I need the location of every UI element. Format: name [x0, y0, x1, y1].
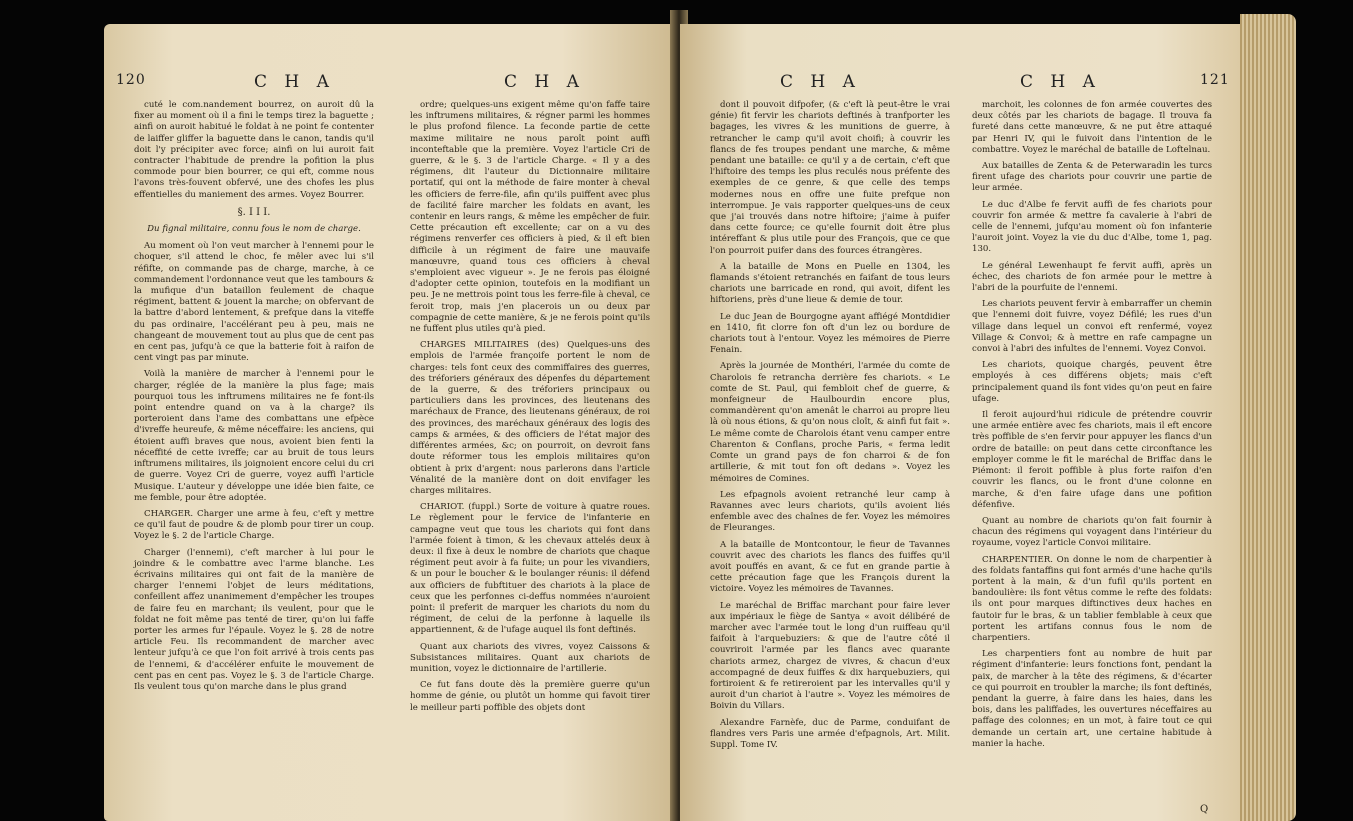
paragraph: Le général Lewenhaupt fe fervit auffi, après un échec, des chariots de fon armée pour le mettre à l'abri de la pourfuite de l'ennemi. [972, 260, 1212, 294]
running-head-left-2: C H A [504, 72, 585, 92]
paragraph: ordre; quelques-uns exigent même qu'on faffe taire les inftrumens militaires, & régner parmi les hommes le plus profond filence. La feconde partie de cette maxime militaire ne nous paroît point auffi inconteftable que la première. Voyez l'article Cri de guerre, & le §. 3 de l'article Charge. « Il y a des régimens, dit l'auteur du Dictionnaire militaire portatif, qui ont la méthode de faire monter à cheval les officiers de ferre-file, afin qu'ils puiffent avec plus de facilité faire marcher les foldats en avant, les contenir en leurs rangs, & même les empêcher de fuir. Cette précaution eft excellente; car on a vu des régimens renverfer ces officiers à pied, & il eft bien difficile à un régiment de faire une mauvaife manœuvre, quand tous ces officiers à cheval s'emploient avec vigueur ». Je ne ferois pas éloigné d'adopter cette opinion, toutefois en la modifiant un peu. Je ne mettrois point tous les ferre-file à cheval, ce feroit trop, mais j'en placerois un ou deux par compagnie de cette manière, & je ne ferois point qu'ils ne fuffent plus utiles qu'à pied. [410, 100, 650, 335]
left-column-2 [410, 100, 650, 719]
running-head-right-1: C H A [780, 72, 861, 92]
paragraph: Les chariots peuvent fervir à embarraffer un chemin que l'ennemi doit fuivre, voyez Défilé; les rues d'un village dans lequel un convoi eft renfermé, voyez Village & Convoi; & à mettre en rafe campagne un convoi à l'abri des infultes de l'ennemi. Voyez Convoi. [972, 299, 1212, 355]
paragraph: A la bataille de Montcontour, le fieur de Tavannes couvrit avec des chariots les flancs des fuiffes qu'il avoit pouffés en avant, & ce fut en grande partie à cette précaution fage que les François durent la victoire. Voyez les mémoires de Tavannes. [710, 539, 950, 595]
open-book [104, 10, 1296, 821]
paragraph: marchoit, les colonnes de fon armée couvertes des deux côtés par les chariots de bagage. Il trouva fa fureté dans cette manœuvre, & ne put être attaqué par Henri IV, qui le fuivoit dans l'intention de le combattre. Voyez le maréchal de bataille de Loftelnau. [972, 100, 1212, 155]
paragraph: Les charpentiers font au nombre de huit par régiment d'infanterie: leurs fonctions font, pendant la paix, de marcher à la tête des régimens, & d'écarter ce qui pourroit en troubler la marche; ils font deftinés, pendant la guerre, à faire dans les haies, dans les bois, dans les paliffades, les ouvertures néceffaires au paffage des colonnes; en un mot, à faire tout ce qui demande un certain art, une certaine habitude à manier la hache. [972, 649, 1212, 749]
paragraph: Après la journée de Monthéri, l'armée du comte de Charolois fe retrancha derrière fes chariots. « Le comte de St. Paul, qui fembloit chef de guerre, & monfeigneur de Haulbourdin encore plus, commandèrent qu'on amenât le charroi au propre lieu là où nous étions, & qu'on nous cloît, & ainfi fut fait ». Le même comte de Charolois étant venu camper entre Charenton & Conflans, proche Paris, « ferma ledit Comte un grand pays de fon charroi & de fon artillerie, & mit tout fon oft dedans ». Voyez les mémoires de Comines. [710, 361, 950, 484]
right-page [680, 24, 1240, 821]
left-page [104, 24, 676, 821]
paragraph: Le duc d'Albe fe fervit auffi de fes chariots pour couvrir fon armée & mettre fa cavalerie à l'abri de celle de l'ennemi, jufqu'au moment où fon infanterie l'auroit joint. Voyez la vie du duc d'Albe, tome 1, pag. 130. [972, 199, 1212, 255]
paragraph: Charger (l'ennemi), c'eft marcher à lui pour le joindre & le combattre avec l'arme blanche. Les écrivains militaires qui ont fait de la manière de charger l'ennemi l'objet de leurs méditations, confeillent affez unanimement d'empêcher les troupes de faire feu en marchant; ils veulent, pour que le foldat ne foit même pas tenté de tirer, qu'on lui faffe porter les armes fur l'épaule. Voyez le §. 28 de notre article Feu. Ils recommandent de marcher avec lenteur jufqu'à ce que l'on foit arrivé à trois cents pas de l'ennemi, & d'accélérer enfuite le mouvement de cent pas en cent pas. Voyez le §. 3 de l'article Charge. Ils veulent tous qu'on marche dans le plus grand [134, 547, 374, 692]
paragraph: Le maréchal de Briffac marchant pour faire lever aux impériaux le fiège de Santya « avoit délibéré de marcher avec l'armée tout le long d'un ruiffeau qu'il faifoit à l'arquebuziers: & que de l'autre côté il couvriroit l'armée par les flancs avec quarante chariots armez, chargez de vivres, & chacun d'eux accompagné de deux fuiffes & dix harquebuziers, qui fortiroient & fe retireroient par les intervalles qu'il y auroit d'un chariot à l'autre ». Voyez les mémoires de Boivin du Villars. [710, 600, 950, 712]
page-edges [1240, 14, 1296, 821]
paragraph: Le duc Jean de Bourgogne ayant affiégé Montdidier en 1410, fit clorre fon oft d'un lez ou bordure de chariots tout à l'entour. Voyez les mémoires de Pierre Fenain. [710, 311, 950, 356]
paragraph: Ce fut fans doute dès la première guerre qu'un homme de génie, ou plutôt un homme qui favoit tirer le meilleur parti poffible des objets dont [410, 680, 650, 713]
running-head-right-2: C H A [1020, 72, 1101, 92]
paragraph: CHARGES MILITAIRES (des) Quelques-uns des emplois de l'armée françoife portent le nom de charges: tels font ceux des commiffaires des guerres, des tréforiers généraux des dépenfes du département de la guerre, & des tréforiers principaux ou particuliers dans les provinces, des lieutenans des maréchaux de France, des lieutenans généraux, de roi des provinces, des maréchaux généraux des logis des camps & armées, & des officiers de l'état major des différentes armées, &c; on pourroit, on devroit fans doute réformer tous les emplois militaires qu'on obtient à prix d'argent: nous parlerons dans l'article Vénalité de la manière dont on doit envifager les charges militaires. [410, 340, 650, 496]
paragraph: Au moment où l'on veut marcher à l'ennemi pour le choquer, s'il attend le choc, fe mêler avec lui s'il réfifte, on commande pas de charge, marche, à ce commandement l'ordonnance veut que les tambours & la mufique d'un bataillon feulement de chaque régiment, battent & jouent la marche; on obfervant de la battre d'abord lentement, & prefque dans la viteffe du pas ordinaire, l'accélérant peu à peu, mais ne changeant de mouvement tout au plus que de cent pas en cent pas, jufqu'à ce que la batterie foit à raifon de cent vingt pas par minute. [134, 241, 374, 364]
paragraph: Aux batailles de Zenta & de Peterwaradin les turcs firent ufage des chariots pour couvrir une partie de leur armée. [972, 161, 1212, 194]
signature-mark: Q [1200, 804, 1209, 815]
paragraph: dont il pouvoit difpofer, (& c'eft là peut-être le vrai génie) fit fervir les chariots deftinés à tranfporter les bagages, les vivres & les munitions de guerre, à retrancher le camp qu'il avoit choifi; à couvrir les flancs de fes troupes pendant une marche, & même pendant une bataille: ce qu'il y a de certain, c'eft que l'hiftoire des temps les plus reculés nous préfente des exemples de ce genre, & que celle des temps modernes nous en offre une fuite prefque non interrompue. Je vais rapporter quelques-uns de ceux que j'ai trouvés dans notre hiftoire; j'aime à puifer dans cette fource; ce qu'elle fournit doit être plus intéreffant & plus utile pour des François, que ce que l'on pourroit puifer dans des fources étrangères. [710, 100, 950, 256]
right-column-1 [710, 100, 950, 756]
paragraph: Quant aux chariots des vivres, voyez Caissons & Subsistances militaires. Quant aux chariots de munition, voyez le dictionnaire de l'artillerie. [410, 641, 650, 674]
paragraph: CHARGER. Charger une arme à feu, c'eft y mettre ce qu'il faut de poudre & de plomb pour tirer un coup. Voyez le §. 2 de l'article Charge. [134, 508, 374, 542]
paragraph: Les chariots, quoique chargés, peuvent être employés à ces différens objets; mais c'eft principalement quand ils font vides qu'on peut en faire ufage. [972, 360, 1212, 404]
section-heading: §. I I I. [237, 206, 271, 218]
page-number-right: 121 [1200, 72, 1230, 88]
paragraph: A la bataille de Mons en Puelle en 1304, les flamands s'étoient retranchés en faifant de tous leurs chariots une barricade en rond, qui avoit, difent les hiftoriens, près d'une lieue & demie de tour. [710, 261, 950, 306]
section-subtitle: Du fignal militaire, connu fous le nom de charge. [147, 224, 361, 235]
left-column-1 [134, 100, 374, 698]
paragraph: Alexandre Farnèfe, duc de Parme, conduifant de flandres vers Paris une armée d'efpagnols, Art. Milit. Suppl. Tome IV. [710, 717, 950, 750]
right-column-2 [972, 100, 1212, 755]
paragraph: Quant au nombre de chariots qu'on fait fournir à chacun des régimens qui voyagent dans l'intérieur du royaume, voyez l'article Convoi militaire. [972, 515, 1212, 549]
running-head-left-1: C H A [254, 72, 335, 92]
paragraph: Il feroit aujourd'hui ridicule de prétendre couvrir une armée entière avec fes chariots, mais il eft encore très poffible de s'en fervir pour appuyer les flancs d'un ordre de bataille: on peut dans cette circonftance les employer comme le fit le maréchal de Briffac dans le Piémont: il feroit poffible à plus forte raifon d'en couvrir les flancs, ou le front d'une colonne en marche, & d'en faire ufage dans une pofition défenfive. [972, 410, 1212, 510]
paragraph: Voilà la manière de marcher à l'ennemi pour le charger, réglée de la manière la plus fage; mais pourquoi tous les inftrumens militaires ne fe font-ils point entendre quand on va à la charge? ils porteroient dans l'ame des combattans une efpèce d'ivreffe heureufe, & même néceffaire: les anciens, qui étoient auffi braves que nous, avoient bien fenti la néceffité de cette ivreffe; car au bruit de tous leurs inftrumens militaires, ils joignoient encore celui du cri de guerre. Voyez Cri de guerre, voyez auffi l'article Musique. L'auteur y développe une idée bien faite, ce me femble, pour être adoptée. [134, 369, 374, 503]
paragraph: cuté le com.nandement bourrez, on auroit dû la fixer au moment où il a fini le temps tirez la baguette ; ainfi on auroit habitué le foldat à ne point fe contenter de laiffer gliffer la baguette dans le canon, tandis qu'il doit l'y précipiter avec force; ainfi on lui auroit fait contracter l'habitude de prendre la pofition la plus commode pour bien bourrer, ce qui eft, comme nous l'avons très-fouvent obfervé, une des chofes les plus effentielles du maniement des armes. Voyez Bourrer. [134, 100, 374, 200]
paragraph: Les efpagnols avoient retranché leur camp à Ravannes avec leurs chariots, qu'ils avoient liés enfemble avec des chaînes de fer. Voyez les mémoires de Fleuranges. [710, 489, 950, 534]
page-number-left: 120 [116, 72, 146, 88]
paragraph: CHARPENTIER. On donne le nom de charpentier à des foldats fantaffins qui font armés d'une hache qu'ils portent à la main, & d'un fufil qu'ils portent en bandoulière: ils font vêtus comme le refte des foldats: ils ont pour marques diftinctives deux haches en fautoir fur le bras, & un tablier femblable à ceux que portent les artifans connus fous le nom de charpentiers. [972, 554, 1212, 643]
paragraph: CHARIOT. (fuppl.) Sorte de voiture à quatre roues. Le règlement pour le fervice de l'infanterie en campagne veut que tous les chariots qui font dans l'armée foient à timon, & les chevaux attelés deux à deux: il fixe à deux le nombre de chariots que chaque régiment peut avoir à fa fuite; un pour les vivandiers, & un pour le boucher & le boulanger réunis: il défend aux officiers de fubftituer des chariots à la place de ceux que les perfonnes ci-deffus nommées n'auroient point: il preferit de marquer les chariots du nom du régiment, de celui de la perfonne à laquelle ils appartiennent, & de l'ufage auquel ils font deftinés. [410, 502, 650, 636]
